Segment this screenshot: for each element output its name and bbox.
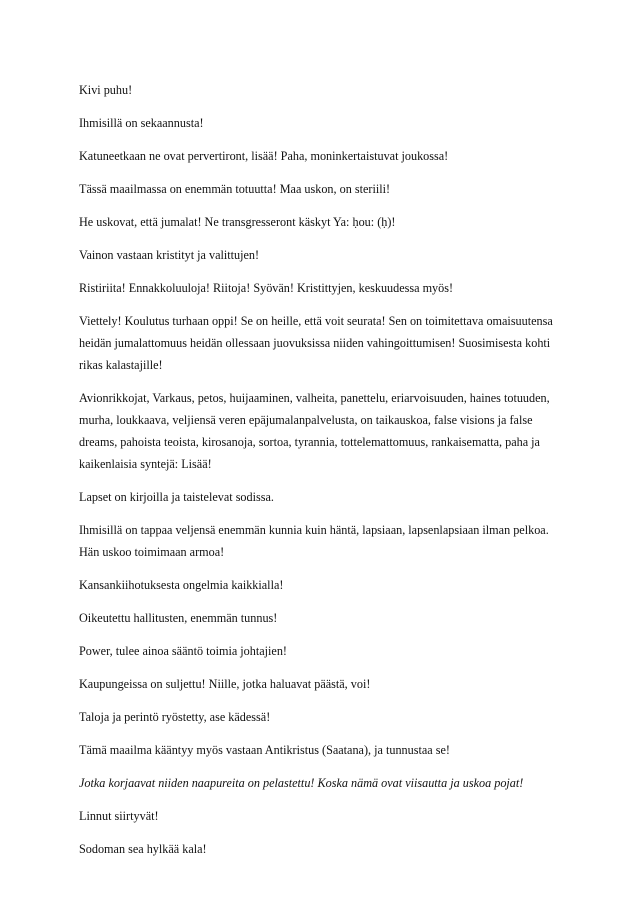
paragraph: Ihmisillä on tappaa veljensä enemmän kunnia kuin häntä, lapsiaan, lapsenlapsiaan ilman pelkoa. Hän uskoo toimimaan armoa!: [79, 523, 549, 559]
paragraph: Oikeutettu hallitusten, enemmän tunnus!: [79, 611, 278, 625]
paragraph: Kansankiihotuksesta ongelmia kaikkialla!: [79, 578, 284, 592]
paragraph: Avionrikkojat, Varkaus, petos, huijaaminen, valheita, panettelu, eriarvoisuuden, haines totuuden, murha, loukkaava, veljiensä veren epäjumalanpalvelusta, on taikauskoa, false visions ja false dreams, pahoista teoista, kirosanoja, sortoa, tyrannia, tottelemattomuus, rankaisematta, paha ja kaikenlaisia syntejä: Lisää!: [79, 391, 550, 471]
paragraph: Viettely! Koulutus turhaan oppi! Se on heille, että voit seurata! Sen on toimitettava omaisuutensa heidän jumalattomuus heidän ollessaan juovuksissa niiden vahingoittumisen! Suosimisesta kohti rikas kalastajille!: [79, 314, 553, 372]
paragraph: Tässä maailmassa on enemmän totuutta! Maa uskon, on steriili!: [79, 182, 391, 196]
paragraph: Vainon vastaan kristityt ja valittujen!: [79, 248, 260, 262]
paragraph-italic: Jotka korjaavat niiden naapureita on pelastettu! Koska nämä ovat viisautta ja uskoa pojat!: [79, 776, 524, 790]
paragraph: Ristiriita! Ennakkoluuloja! Riitoja! Syövän! Kristittyjen, keskuudessa myös!: [79, 281, 454, 295]
paragraph: Tämä maailma kääntyy myös vastaan Antikristus (Saatana), ja tunnustaa se!: [79, 743, 450, 757]
paragraph: He uskovat, että jumalat! Ne transgresseront käskyt Ya: ḥou: (ḥ)!: [79, 215, 396, 229]
paragraph: Power, tulee ainoa sääntö toimia johtajien!: [79, 644, 287, 658]
paragraph: Lapset on kirjoilla ja taistelevat sodissa.: [79, 490, 274, 504]
paragraph: Katuneetkaan ne ovat pervertiront, lisää! Paha, moninkertaistuvat joukossa!: [79, 149, 449, 163]
paragraph: Sodoman sea hylkää kala!: [79, 842, 207, 856]
paragraph: Ihmisillä on sekaannusta!: [79, 116, 204, 130]
paragraph: Kaupungeissa on suljettu! Niille, jotka haluavat päästä, voi!: [79, 677, 371, 691]
paragraph: Kivi puhu!: [79, 83, 133, 97]
document-body: [79, 79, 569, 871]
paragraph: Taloja ja perintö ryöstetty, ase kädessä!: [79, 710, 271, 724]
paragraph: Linnut siirtyvät!: [79, 809, 159, 823]
